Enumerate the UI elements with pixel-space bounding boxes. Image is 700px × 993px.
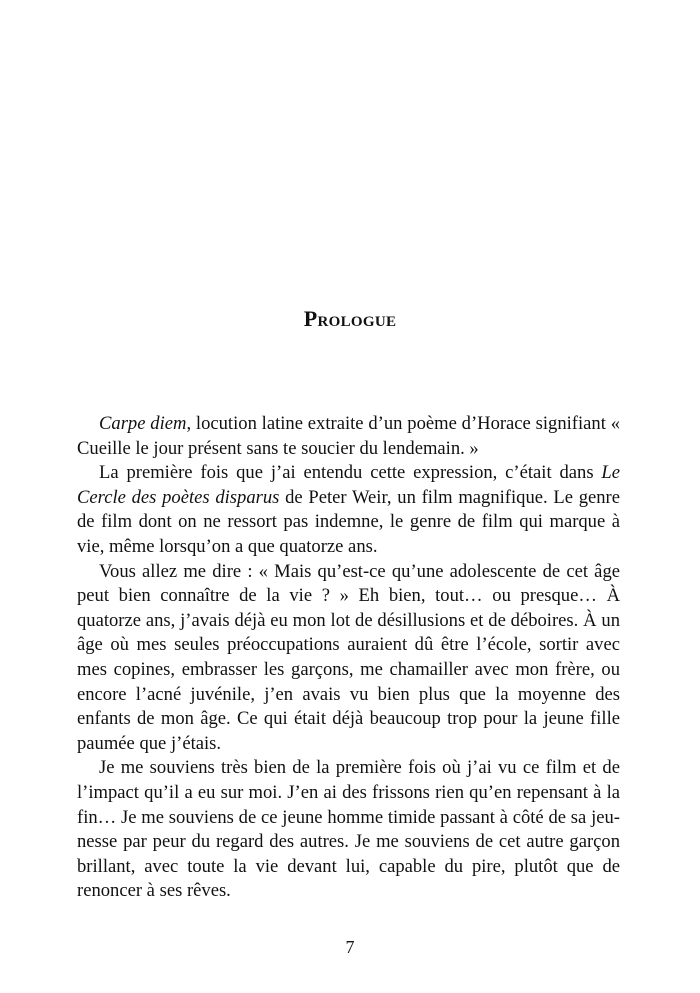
paragraph: [77, 560, 620, 757]
paragraph-segment: Carpe diem: [99, 413, 187, 434]
paragraph: [77, 461, 620, 559]
chapter-body: [77, 412, 620, 904]
paragraph-segment: Je me souviens très bien de la première fois où j’ai vu ce film et de l’impact qu’il a eu sur moi. J’en ai des frissons rien qu’en repensant à la fin… Je me souviens de ce jeune homme timide passant à côté de sa jeunesse par peur du regard des autres. Je me souviens de cet autre garçon brillant, avec toute la vie devant lui, capable du pire, plutôt que de renoncer à ses rêves.: [77, 757, 620, 902]
chapter-title: Prologue: [303, 306, 397, 331]
paragraph: [77, 756, 620, 904]
paragraph-segment: Le Cercle des poètes disparus: [77, 462, 620, 508]
paragraph-segment: de Peter Weir, un film magnifique. Le genre de film dont on ne ressort pas indemne, le genre de film qui marque à vie, même lorsqu’on a que quatorze ans.: [77, 486, 620, 557]
page-number: 7: [345, 937, 355, 957]
paragraph-segment: La première fois que j’ai entendu cette expression, c’était dans: [99, 462, 602, 484]
paragraph: [77, 412, 620, 461]
paragraph-segment: Vous allez me dire : « Mais qu’est-ce qu’une adolescente de cet âge peut bien connaître de la vie ? » Eh bien, tout… ou presque… À quatorze ans, j’avais déjà eu mon lot de désillusions et de déboires. À un âge où mes seules préoccupations auraient dû être l’école, sortir avec mes copines, embrasser les garçons, me chamailler avec mon frère, ou encore l’acné juvénile, j’en avais vu bien plus que la moyenne des enfants de mon âge. Ce qui était déjà beaucoup trop pour la jeune fille paumée que j’étais.: [77, 560, 620, 754]
paragraph-segment: , locution latine extraite d’un poème d’Horace signifiant « Cueille le jour présent sans te soucier du lendemain. »: [77, 413, 620, 459]
